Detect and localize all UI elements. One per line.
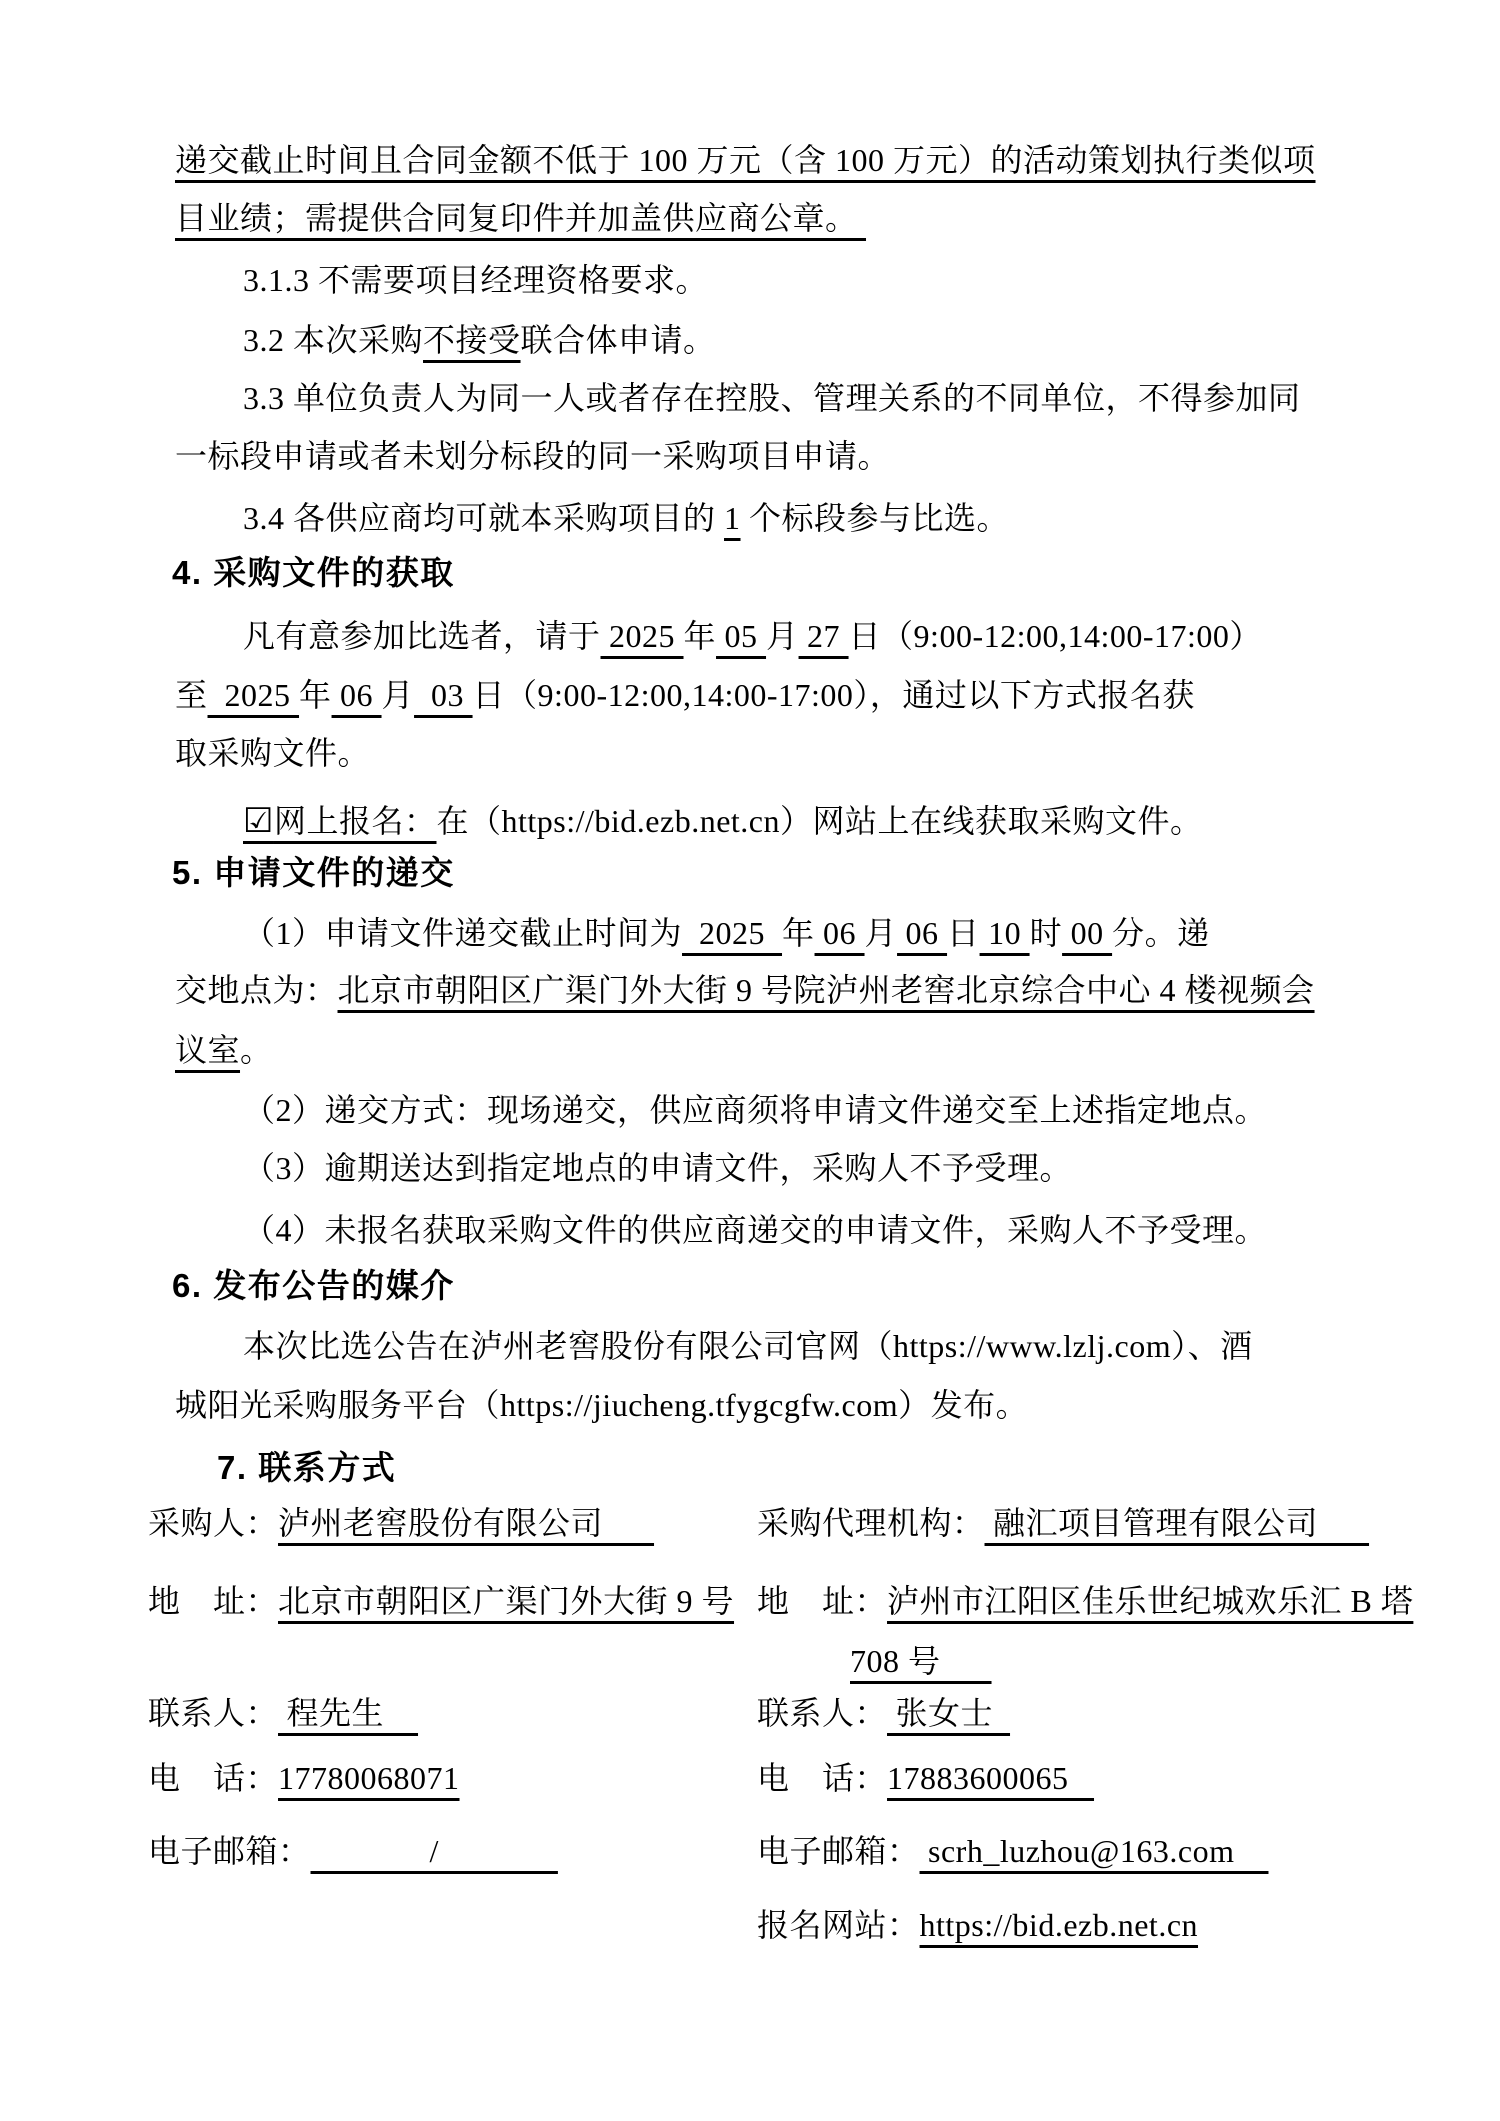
text-segment: 月 <box>381 677 415 713</box>
text-segment: 北京市朝阳区广渠门外大街 9 号院泸州老窖北京综合中心 4 楼视频会 <box>337 972 1315 1008</box>
section-heading-doc-acquisition <box>172 549 455 597</box>
clause-3-3-continuation <box>175 432 890 480</box>
submission-place-line <box>175 966 1315 1014</box>
section-heading-announcement-media <box>172 1262 455 1310</box>
acquisition-period-end <box>175 729 370 777</box>
text-segment: 电 话： <box>148 1760 279 1796</box>
text-segment: 联系人： <box>148 1695 279 1731</box>
text-segment: 电子邮箱： <box>148 1833 311 1869</box>
clause-3-3 <box>243 374 1301 422</box>
text-segment: 05 <box>716 618 767 654</box>
text-segment: 10 <box>979 915 1030 951</box>
agency-email-row <box>757 1827 1268 1875</box>
text-segment: 张女士 <box>887 1695 1011 1731</box>
text-segment: 2025 <box>600 618 684 654</box>
text-segment: scrh_luzhou@163.com <box>919 1833 1269 1869</box>
text-segment: 06 <box>331 677 382 713</box>
text-segment: 取采购文件。 <box>175 735 371 771</box>
text-segment: 泸州老窖股份有限公司 <box>278 1505 655 1541</box>
purchaser-email-row <box>148 1827 558 1875</box>
agency-row <box>757 1499 1369 1547</box>
text-segment: 联合体申请。 <box>520 322 716 358</box>
text-segment: 2025 <box>207 677 300 713</box>
text-segment: 联系人： <box>757 1695 888 1731</box>
announcement-media-continuation <box>175 1381 1028 1429</box>
text-segment: （3）逾期送达到指定地点的申请文件，采购人不予受理。 <box>243 1150 1073 1186</box>
agency-address-row <box>757 1577 1413 1625</box>
clause-3-1-3 <box>243 256 708 304</box>
late-submission-line <box>243 1144 1072 1192</box>
text-segment: 1 <box>724 500 741 536</box>
text-segment: 时 <box>1029 915 1063 951</box>
text-segment: 地 址： <box>757 1583 888 1619</box>
text-segment: 在（https://bid.ezb.net.cn）网站上在线获取采购文件。 <box>436 803 1203 839</box>
text-segment: 年 <box>782 915 815 951</box>
checked-checkbox-icon: ☑ <box>243 801 274 841</box>
text-segment: 交地点为： <box>175 972 338 1008</box>
text-segment: 06 <box>814 915 865 951</box>
acquisition-period-continuation <box>175 671 1195 719</box>
unregistered-submission-line <box>243 1206 1267 1254</box>
text-segment: 7. 联系方式 <box>217 1449 397 1486</box>
section-heading-contact <box>217 1444 396 1492</box>
text-segment: 2025 <box>682 915 783 951</box>
purchaser-row <box>148 1499 654 1547</box>
agency-phone-row <box>757 1754 1094 1802</box>
text-segment: 年 <box>299 677 332 713</box>
text-segment: 电子邮箱： <box>757 1833 920 1869</box>
submission-method-line <box>243 1086 1267 1134</box>
text-segment: 03 <box>414 677 473 713</box>
text-segment: 融汇项目管理有限公司 <box>984 1505 1370 1541</box>
text-segment: 一标段申请或者未划分标段的同一采购项目申请。 <box>175 438 891 474</box>
announcement-media-line <box>243 1322 1253 1370</box>
text-segment: 电 话： <box>757 1760 888 1796</box>
text-segment: 3.4 各供应商均可就本采购项目的 <box>243 500 725 536</box>
text-segment: 06 <box>897 915 948 951</box>
clause-3-4 <box>243 494 1009 542</box>
text-segment: 凡有意参加比选者，请于 <box>243 618 601 654</box>
text-segment: 城阳光采购服务平台（https://jiucheng.tfygcgfw.com）发布。 <box>175 1387 1029 1423</box>
text-segment: 00 <box>1062 915 1113 951</box>
text-segment: https://bid.ezb.net.cn <box>919 1907 1199 1943</box>
acquisition-period-line <box>243 612 1262 660</box>
text-segment: 泸州市江阳区佳乐世纪城欢乐汇 B 塔 <box>887 1583 1414 1619</box>
text-segment: 议室 <box>175 1032 241 1068</box>
text-segment: 北京市朝阳区广渠门外大街 9 号 <box>278 1583 735 1619</box>
agency-address-continuation <box>850 1637 992 1685</box>
submission-deadline-line <box>243 909 1210 957</box>
text-segment: 17883600065 <box>887 1760 1095 1796</box>
text-segment: 地 址： <box>148 1583 279 1619</box>
text-segment: 报名网站： <box>757 1907 920 1943</box>
text-segment: 网上报名： <box>273 803 437 839</box>
online-registration-line <box>243 797 1203 845</box>
text-segment: 年 <box>683 618 717 654</box>
clause-3-2 <box>243 316 716 364</box>
agency-contact-row <box>757 1689 1010 1737</box>
text-segment: 日（9:00-12:00,14:00-17:00） <box>848 618 1262 654</box>
text-segment: 本次比选公告在泸州老窖股份有限公司官网（https://www.lzlj.com）、酒 <box>243 1328 1253 1364</box>
text-segment: 。 <box>240 1032 273 1068</box>
text-segment: 分。递 <box>1112 915 1210 951</box>
text-segment: （1）申请文件递交截止时间为 <box>243 915 683 951</box>
text-segment: 至 <box>175 677 208 713</box>
text-segment: （4）未报名获取采购文件的供应商递交的申请文件，采购人不予受理。 <box>243 1212 1268 1248</box>
text-segment: 采购人： <box>148 1505 279 1541</box>
clause-continuation-line <box>175 136 1316 184</box>
text-segment: 3.1.3 不需要项目经理资格要求。 <box>243 262 709 298</box>
text-segment: 27 <box>798 618 849 654</box>
purchaser-phone-row <box>148 1754 460 1802</box>
text-segment: 月 <box>766 618 799 654</box>
text-segment: / <box>310 1833 558 1869</box>
text-segment: 采购代理机构： <box>757 1505 985 1541</box>
text-segment: 月 <box>864 915 898 951</box>
text-segment: 不接受 <box>423 322 521 358</box>
submission-place-end <box>175 1026 273 1074</box>
text-segment: 个标段参与比选。 <box>740 500 1010 536</box>
purchaser-address-row <box>148 1577 734 1625</box>
text-segment: 17780068071 <box>278 1760 460 1796</box>
text-segment: 程先生 <box>278 1695 419 1731</box>
text-segment: 日（9:00-12:00,14:00-17:00），通过以下方式报名获 <box>472 677 1195 713</box>
text-segment: 708 号 <box>850 1643 992 1679</box>
text-segment: 3.2 本次采购 <box>243 322 424 358</box>
text-segment: 3.3 单位负责人为同一人或者存在控股、管理关系的不同单位，不得参加同 <box>243 380 1301 416</box>
text-segment: 目业绩；需提供合同复印件并加盖供应商公章。 <box>175 200 867 236</box>
clause-continuation-line <box>175 194 866 242</box>
text-segment: 5. 申请文件的递交 <box>172 854 455 891</box>
text-segment: 6. 发布公告的媒介 <box>172 1267 455 1304</box>
text-segment: 4. 采购文件的获取 <box>172 554 455 591</box>
section-heading-submission <box>172 849 455 897</box>
registration-website-row <box>757 1901 1198 1949</box>
purchaser-contact-row <box>148 1689 418 1737</box>
text-segment: （2）递交方式：现场递交，供应商须将申请文件递交至上述指定地点。 <box>243 1092 1268 1128</box>
text-segment: 递交截止时间且合同金额不低于 100 万元（含 100 万元）的活动策划执行类似项 <box>175 142 1316 178</box>
text-segment: 日 <box>947 915 980 951</box>
